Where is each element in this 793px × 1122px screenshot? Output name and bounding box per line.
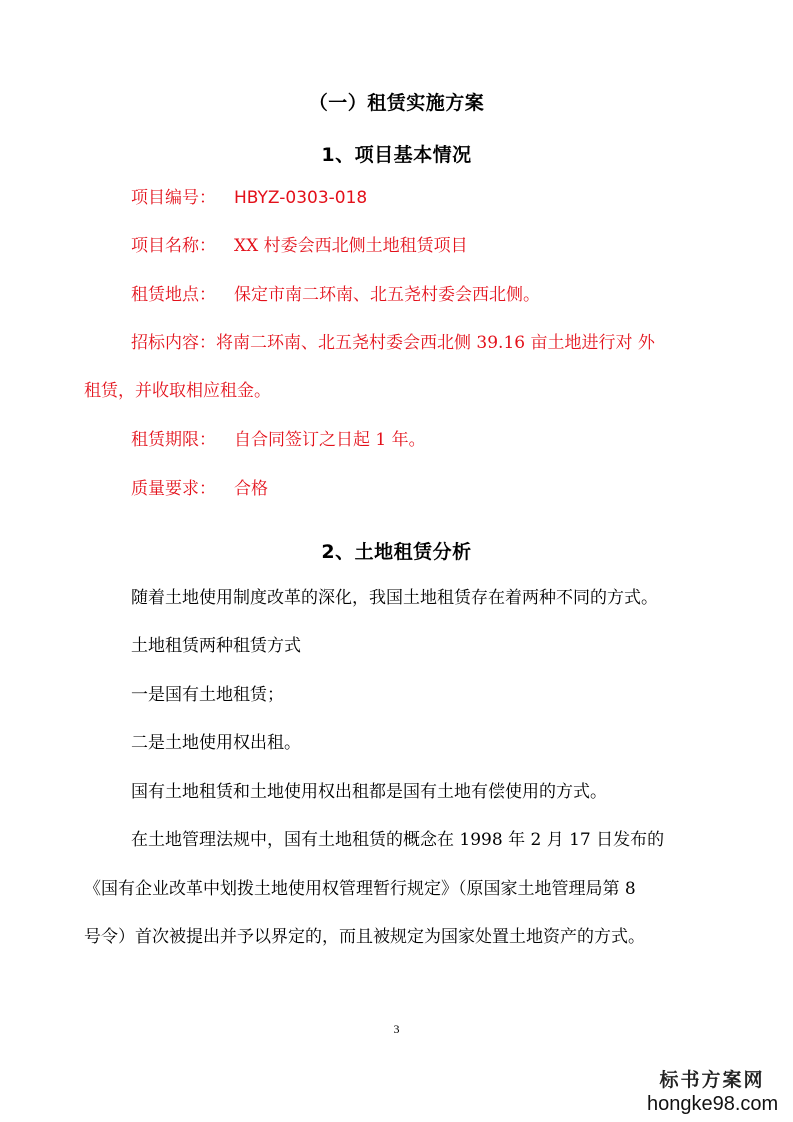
watermark-url: hongke98.com [647, 1093, 779, 1115]
analysis-paragraph-6-line-1: 在土地管理法规中，国有土地租赁的概念在 1998 年 2 月 17 日发布的 [131, 830, 665, 850]
quality-requirement-label: 质量要求： [131, 479, 216, 499]
project-name-value: XX 村委会西北侧土地租赁项目 [234, 236, 468, 256]
watermark-site-name: 标书方案网 [659, 1069, 765, 1091]
project-name-line [131, 234, 468, 258]
analysis-paragraph-6-line-3: 号令）首次被提出并予以界定的，而且被规定为国家处置土地资产的方式。 [84, 927, 645, 947]
bid-content-line-1: 招标内容：将南二环南、北五尧村委会西北侧 39.16 亩土地进行对 外 [131, 333, 655, 353]
quality-requirement-value: 合格 [234, 479, 268, 499]
heading-project-basics: 1、项目基本情况 [321, 144, 472, 166]
analysis-paragraph-1: 随着土地使用制度改革的深化，我国土地租赁存在着两种不同的方式。 [131, 588, 658, 608]
lease-term-line [131, 428, 426, 452]
analysis-paragraph-4: 二是土地使用权出租。 [131, 733, 301, 753]
analysis-paragraph-2: 土地租赁两种租赁方式 [131, 636, 301, 656]
section-title: （一）租赁实施方案 [308, 92, 485, 114]
page-number: 3 [393, 1022, 400, 1036]
quality-requirement-line [131, 477, 268, 501]
lease-term-label: 租赁期限： [131, 430, 216, 450]
lease-term-value: 自合同签订之日起 1 年。 [234, 430, 426, 450]
heading-land-lease-analysis: 2、土地租赁分析 [321, 541, 472, 563]
analysis-paragraph-5: 国有土地租赁和土地使用权出租都是国有土地有偿使用的方式。 [131, 782, 607, 802]
lease-location-line [131, 283, 540, 307]
project-number-label: 项目编号： [131, 188, 216, 208]
project-number-line [131, 186, 367, 210]
lease-location-label: 租赁地点： [131, 285, 216, 305]
project-number-value: HBYZ-0303-018 [234, 188, 368, 208]
site-watermark [647, 1068, 777, 1116]
lease-location-value: 保定市南二环南、北五尧村委会西北侧。 [234, 285, 540, 305]
bid-content-line-2: 租赁，并收取相应租金。 [84, 381, 271, 401]
analysis-paragraph-3: 一是国有土地租赁； [131, 685, 284, 705]
analysis-paragraph-6-line-2: 《国有企业改革中划拨土地使用权管理暂行规定》（原国家土地管理局第 8 [84, 879, 636, 899]
project-name-label: 项目名称： [131, 236, 216, 256]
